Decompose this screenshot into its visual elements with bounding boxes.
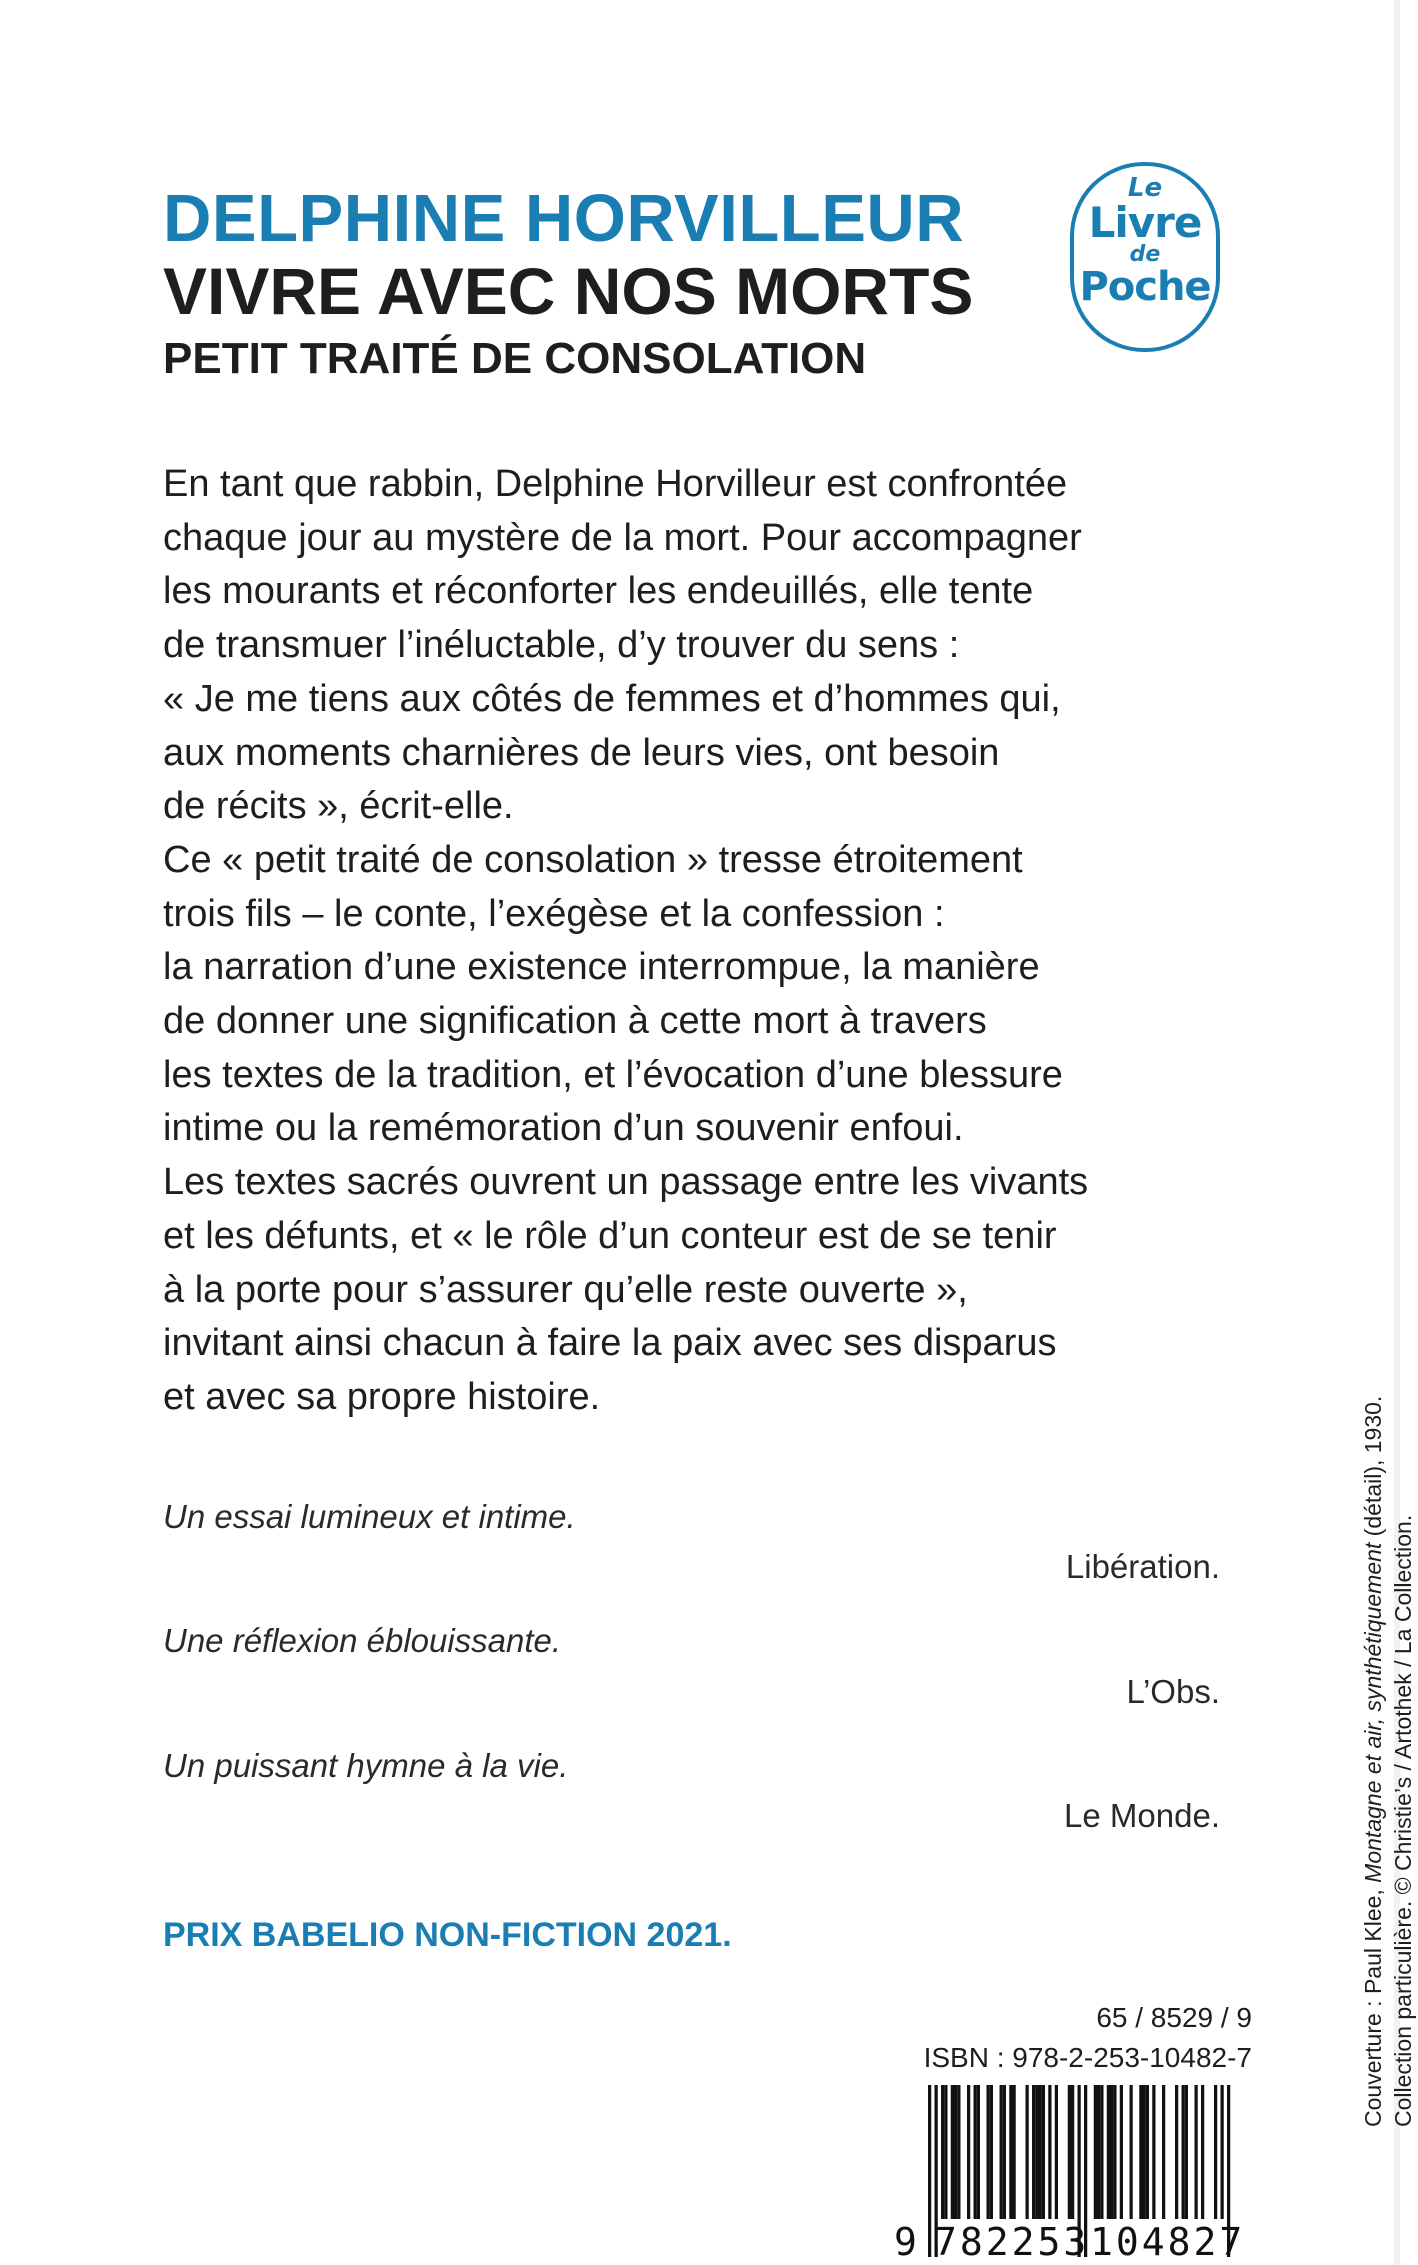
credits-line-1 (1358, 1396, 1388, 2127)
logo-word-de: de (1129, 242, 1161, 267)
credits-suffix: (détail), 1930. (1360, 1395, 1386, 1543)
review-source: L’Obs. (1126, 1673, 1220, 1710)
barcode-bar (951, 2085, 954, 2219)
blurb-line: et les défunts, et « le rôle d’un conteur est de se tenir (163, 1214, 1057, 1257)
blurb-line: intime ou la remémoration d’un souvenir enfoui. (163, 1107, 964, 1150)
barcode-bar (1100, 2085, 1103, 2219)
barcode-bar (1143, 2085, 1146, 2219)
logo-word-livre: Livre (1088, 198, 1202, 247)
blurb-line: les mourants et réconforter les endeuillés, elle tente (163, 570, 1034, 613)
barcode-bar (1152, 2085, 1155, 2219)
blurb-line: En tant que rabbin, Delphine Horvilleur est confrontée (163, 463, 1068, 505)
blurb-line: de transmuer l’inéluctable, d’y trouver du sens : (163, 624, 960, 667)
barcode-bar (1146, 2085, 1149, 2219)
barcode-bar (1201, 2085, 1204, 2219)
blurb-line: à la porte pour s’assurer qu’elle reste ouverte », (163, 1268, 968, 1311)
barcode-bar (1071, 2085, 1074, 2219)
barcode-bar (967, 2085, 970, 2219)
barcode-right-digits: 104827 (1090, 2220, 1246, 2264)
barcode-bar (987, 2085, 990, 2219)
barcode-bar (1182, 2085, 1185, 2219)
barcode-bar (1185, 2085, 1188, 2219)
barcode-bar (1195, 2085, 1198, 2219)
credits-prefix: Couverture : Paul Klee, (1360, 1882, 1386, 2127)
barcode-bar (1042, 2085, 1045, 2219)
blurb-line: trois fils – le conte, l’exégèse et la confession : (163, 892, 945, 935)
credits-line-2: Collection particulière. © Christie’s / Artothek / La Collection. (1390, 1514, 1416, 2127)
barcode-left-digits: 782253 (934, 2220, 1090, 2264)
logo-word-le: Le (1127, 173, 1163, 203)
barcode-bar (1055, 2085, 1058, 2219)
barcode-first-digit: 9 (894, 2220, 917, 2264)
barcode-bar (1032, 2085, 1035, 2219)
author-name: DELPHINE HORVILLEUR (163, 181, 965, 256)
barcode-bar (928, 2085, 931, 2257)
blurb-line: invitant ainsi chacun à faire la paix avec ses disparus (163, 1322, 1057, 1365)
review-quote: Un puissant hymne à la vie. (163, 1747, 569, 1784)
barcode (890, 2085, 1265, 2264)
barcode-bar (1214, 2085, 1217, 2219)
barcode-bar (1107, 2085, 1110, 2219)
barcode-bar (1175, 2085, 1178, 2219)
review-source: Le Monde. (1064, 1797, 1220, 1834)
barcode-bar (1039, 2085, 1042, 2219)
review-source: Libération. (1065, 1548, 1220, 1585)
barcode-bar (1113, 2085, 1116, 2219)
barcode-bar (1026, 2085, 1029, 2219)
credits-artwork-title: Montagne et air, synthétiquement (1360, 1542, 1386, 1883)
barcode-bar (1068, 2085, 1071, 2219)
barcode-bar (941, 2085, 944, 2219)
review-quote: Un essai lumineux et intime. (163, 1498, 576, 1535)
blurb-line: la narration d’une existence interrompue, la manière (163, 946, 1040, 989)
blurb-line: Les textes sacrés ouvrent un passage entre les vivants (163, 1161, 1089, 1204)
barcode-bar (1139, 2085, 1142, 2219)
blurb-line: les textes de la tradition, et l’évocation d’une blessure (163, 1053, 1063, 1096)
blurb-line: de récits », écrit-elle. (163, 785, 514, 828)
isbn-number: ISBN : 978-2-253-10482-7 (923, 2042, 1252, 2073)
barcode-bar (1110, 2085, 1113, 2219)
barcode-bar (1162, 2085, 1165, 2219)
blurb-line: Ce « petit traité de consolation » tresse étroitement (163, 838, 1023, 881)
blurb-text (163, 458, 1223, 1425)
cover-credits (1358, 1396, 1418, 2127)
blurb-line: « Je me tiens aux côtés de femmes et d’hommes qui, (163, 677, 1061, 720)
barcode-bar (1009, 2085, 1012, 2219)
catalog-number: 65 / 8529 / 9 (1096, 2002, 1252, 2033)
publisher-logo (1070, 162, 1220, 352)
barcode-bar (990, 2085, 993, 2219)
book-title: VIVRE AVEC NOS MORTS (163, 254, 974, 328)
barcode-bar (944, 2085, 947, 2219)
barcode-bar (1130, 2085, 1133, 2219)
logo-word-poche: Poche (1079, 264, 1211, 310)
barcode-bar (1221, 2085, 1224, 2219)
blurb-line: et avec sa propre histoire. (163, 1375, 601, 1418)
barcode-bar (957, 2085, 960, 2219)
barcode-bar (1048, 2085, 1051, 2219)
barcode-bar (1000, 2085, 1003, 2219)
review-quote: Une réflexion éblouissante. (163, 1622, 562, 1659)
barcode-bar (954, 2085, 957, 2219)
barcode-bar (977, 2085, 980, 2219)
barcode-bar (974, 2085, 977, 2219)
barcode-bar (1013, 2085, 1016, 2219)
blurb-line: chaque jour au mystère de la mort. Pour accompagner (163, 516, 1082, 559)
prize-line: PRIX BABELIO NON-FICTION 2021. (163, 1916, 732, 1954)
barcode-bar (1003, 2085, 1006, 2219)
barcode-bar (1035, 2085, 1038, 2219)
barcode-bar (1120, 2085, 1123, 2219)
barcode-bar (1094, 2085, 1097, 2219)
blurb-line: de donner une signification à cette mort à travers (163, 1000, 987, 1043)
blurb-line: aux moments charnières de leurs vies, ont besoin (163, 731, 1000, 774)
book-subtitle: PETIT TRAITÉ DE CONSOLATION (163, 334, 867, 383)
barcode-bar (1097, 2085, 1100, 2219)
